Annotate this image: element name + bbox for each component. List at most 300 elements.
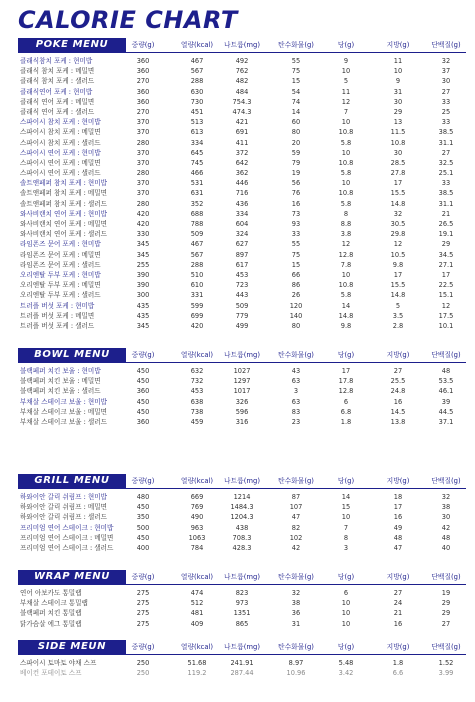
nutrition-value: 453 — [235, 270, 249, 279]
nutrition-value: 10 — [341, 513, 351, 522]
nutrition-value: 280 — [136, 138, 150, 147]
menu-section — [18, 474, 466, 553]
nutrition-value: 26 — [291, 291, 301, 300]
table-row — [18, 66, 466, 76]
nutrition-value: 140 — [289, 311, 303, 320]
nutrition-value: 509 — [190, 230, 204, 239]
column-header: 당(g) — [337, 573, 355, 581]
section-title: BOWL MENU — [18, 348, 126, 362]
column-header: 지방(g) — [386, 41, 410, 49]
menu-item-name: 부채살 스테이크 보울 : 현미밥 — [20, 397, 108, 406]
nutrition-value: 474.3 — [232, 107, 252, 116]
nutrition-value: 1.8 — [340, 417, 352, 426]
table-row — [18, 619, 466, 629]
nutrition-value: 5 — [343, 77, 349, 86]
column-header: 중량(g) — [131, 351, 155, 359]
nutrition-value: 443 — [235, 291, 249, 300]
table-row — [18, 158, 466, 168]
column-header: 열량(kcal) — [180, 643, 214, 651]
table-row — [18, 168, 466, 178]
nutrition-value: 499 — [235, 321, 249, 330]
nutrition-value: 275 — [136, 619, 150, 628]
column-header: 중량(g) — [131, 41, 155, 49]
nutrition-value: 484 — [235, 87, 249, 96]
nutrition-value: 275 — [136, 589, 150, 597]
menu-item-name: 블랙페퍼 치킨 통밀랩 — [20, 609, 82, 618]
nutrition-value: 79 — [291, 158, 301, 167]
nutrition-value: 48 — [441, 367, 451, 375]
nutrition-value: 80 — [291, 128, 301, 137]
column-header: 당(g) — [337, 41, 355, 49]
nutrition-value: 1.52 — [438, 659, 454, 667]
nutrition-value: 31.1 — [438, 199, 454, 208]
column-header: 단백질(g) — [431, 351, 461, 359]
nutrition-value: 708.3 — [232, 533, 252, 542]
table-row — [18, 407, 466, 417]
nutrition-value: 280 — [136, 169, 150, 178]
menu-item-name: 스파이시 연어 포케 : 샐러드 — [20, 169, 101, 178]
column-header: 열량(kcal) — [180, 477, 214, 485]
nutrition-value: 30.5 — [390, 220, 406, 228]
section-header — [18, 348, 466, 363]
nutrition-value: 5.8 — [340, 169, 352, 178]
table-row — [18, 270, 466, 280]
nutrition-value: 24.8 — [390, 387, 406, 396]
nutrition-value: 47 — [393, 543, 403, 552]
nutrition-value: 12.8 — [338, 250, 354, 259]
nutrition-value: 599 — [190, 301, 204, 310]
nutrition-value: 9 — [343, 57, 349, 65]
menu-item-name: 라임폰즈 문어 포케 : 샐러드 — [20, 260, 101, 269]
nutrition-value: 513 — [190, 118, 204, 127]
nutrition-value: 409 — [190, 619, 204, 628]
nutrition-value: 730 — [190, 97, 204, 106]
nutrition-value: 288 — [190, 260, 204, 269]
menu-item-name: 베이컨 포테이토 스프 — [20, 669, 82, 678]
nutrition-value: 716 — [235, 189, 249, 198]
menu-item-name: 와사비랜치 연어 포케 : 샐러드 — [20, 230, 108, 239]
nutrition-value: 29 — [393, 107, 403, 116]
nutrition-value: 14.5 — [390, 407, 406, 416]
nutrition-value: 19 — [441, 589, 451, 597]
nutrition-value: 420 — [190, 321, 204, 330]
menu-item-name: 클래식 참치 포케 : 샐러드 — [20, 77, 95, 86]
nutrition-value: 613 — [190, 128, 204, 137]
nutrition-value: 5.8 — [340, 138, 352, 147]
nutrition-value: 12 — [341, 97, 351, 106]
nutrition-value: 3.42 — [338, 669, 354, 678]
nutrition-value: 26.5 — [438, 220, 454, 228]
nutrition-value: 250 — [136, 659, 150, 667]
nutrition-value: 32 — [393, 209, 403, 218]
nutrition-value: 788 — [190, 220, 204, 228]
nutrition-value: 450 — [136, 407, 150, 416]
column-header: 열량(kcal) — [180, 41, 214, 49]
nutrition-value: 10.1 — [438, 321, 454, 330]
nutrition-value: 421 — [235, 118, 249, 127]
column-header: 중량(g) — [131, 477, 155, 485]
nutrition-value: 49 — [393, 523, 403, 532]
nutrition-value: 255 — [136, 260, 150, 269]
nutrition-value: 1351 — [233, 609, 251, 618]
nutrition-value: 53.5 — [438, 377, 454, 386]
nutrition-value: 480 — [136, 493, 150, 501]
nutrition-value: 3.5 — [392, 311, 404, 320]
nutrition-value: 30 — [393, 97, 403, 106]
nutrition-value: 47 — [291, 513, 301, 522]
nutrition-value: 390 — [136, 281, 150, 290]
nutrition-value: 490 — [190, 513, 204, 522]
nutrition-value: 75 — [291, 250, 301, 259]
nutrition-value: 75 — [291, 67, 301, 76]
nutrition-value: 428.3 — [232, 543, 252, 552]
nutrition-value: 43 — [291, 367, 301, 375]
nutrition-value: 823 — [235, 589, 249, 597]
nutrition-value: 93 — [291, 220, 301, 228]
nutrition-value: 420 — [136, 220, 150, 228]
nutrition-value: 14.8 — [390, 291, 406, 300]
section-header — [18, 570, 466, 585]
nutrition-value: 17 — [393, 270, 403, 279]
nutrition-value: 27.1 — [438, 260, 454, 269]
nutrition-value: 500 — [136, 523, 150, 532]
nutrition-value: 8.8 — [340, 220, 352, 228]
table-row — [18, 376, 466, 386]
nutrition-value: 631 — [190, 189, 204, 198]
column-header: 지방(g) — [386, 573, 410, 581]
nutrition-value: 16 — [393, 619, 403, 628]
nutrition-value: 645 — [190, 148, 204, 157]
nutrition-value: 3 — [293, 387, 299, 396]
nutrition-value: 10 — [341, 270, 351, 279]
menu-item-name: 스파이시 참치 포케 : 현미밥 — [20, 118, 101, 127]
column-header: 단백질(g) — [431, 477, 461, 485]
nutrition-value: 21 — [393, 609, 403, 618]
nutrition-value: 10 — [341, 118, 351, 127]
nutrition-value: 48 — [441, 533, 451, 542]
menu-item-name: 솔트앤페퍼 참치 포케 : 샐러드 — [20, 199, 108, 208]
nutrition-value: 699 — [190, 311, 204, 320]
menu-item-name: 닭가슴살 에그 통밀랩 — [20, 619, 82, 628]
column-header: 나트륨(mg) — [224, 351, 260, 359]
menu-item-name: 라임폰즈 문어 포케 : 메밀면 — [20, 250, 101, 259]
table-row — [18, 386, 466, 396]
nutrition-value: 28.5 — [390, 158, 406, 167]
menu-item-name: 트러플 버섯 포케 : 메밀면 — [20, 311, 95, 320]
nutrition-value: 17 — [393, 179, 403, 188]
nutrition-value: 275 — [136, 599, 150, 608]
nutrition-value: 10.96 — [286, 669, 306, 678]
nutrition-value: 334 — [235, 209, 249, 218]
nutrition-value: 15 — [341, 503, 351, 512]
nutrition-value: 86 — [291, 281, 301, 290]
nutrition-value: 25.1 — [438, 169, 454, 178]
nutrition-value: 21 — [441, 209, 451, 218]
nutrition-value: 27 — [441, 148, 451, 157]
column-header: 단백질(g) — [431, 573, 461, 581]
nutrition-value: 17 — [393, 503, 403, 512]
nutrition-value: 446 — [235, 179, 249, 188]
menu-item-name: 부채살 스테이크 보울 : 메밀면 — [20, 407, 108, 416]
nutrition-value: 754.3 — [232, 97, 252, 106]
nutrition-value: 492 — [235, 57, 249, 65]
nutrition-value: 7 — [343, 523, 349, 532]
column-header: 단백질(g) — [431, 41, 461, 49]
nutrition-value: 16 — [393, 397, 403, 406]
nutrition-value: 12 — [341, 240, 351, 249]
menu-item-name: 클래식 연어 포케 : 메밀면 — [20, 97, 95, 106]
nutrition-value: 360 — [136, 97, 150, 106]
section-title: POKE MENU — [18, 38, 126, 52]
nutrition-value: 10.5 — [390, 250, 406, 259]
table-row — [18, 598, 466, 608]
menu-item-name: 솔트앤페퍼 참치 포케 : 메밀면 — [20, 189, 108, 198]
nutrition-value: 12 — [441, 301, 451, 310]
column-header: 당(g) — [337, 477, 355, 485]
nutrition-value: 13 — [393, 118, 403, 127]
nutrition-value: 1063 — [188, 533, 206, 542]
menu-item-name: 오리엔탈 두부 포케 : 메밀면 — [20, 281, 101, 290]
menu-item-name: 블랙페퍼 치킨 보울 : 샐러드 — [20, 387, 101, 396]
nutrition-value: 9.8 — [340, 321, 352, 330]
nutrition-value: 51.68 — [187, 659, 207, 667]
nutrition-value: 738 — [190, 407, 204, 416]
nutrition-value: 481 — [190, 609, 204, 618]
table-row — [18, 138, 466, 148]
table-row — [18, 178, 466, 188]
nutrition-value: 334 — [190, 138, 204, 147]
column-header: 중량(g) — [131, 573, 155, 581]
nutrition-value: 31 — [393, 87, 403, 96]
table-row — [18, 492, 466, 502]
nutrition-value: 82 — [291, 523, 301, 532]
nutrition-value: 33 — [441, 118, 451, 127]
table-row — [18, 148, 466, 158]
nutrition-value: 362 — [235, 169, 249, 178]
column-header: 당(g) — [337, 643, 355, 651]
nutrition-value: 6 — [343, 589, 349, 597]
nutrition-value: 451 — [190, 107, 204, 116]
nutrition-value: 280 — [136, 199, 150, 208]
table-row — [18, 219, 466, 229]
nutrition-value: 19.1 — [438, 230, 454, 239]
nutrition-value: 567 — [190, 67, 204, 76]
table-row — [18, 97, 466, 107]
nutrition-value: 482 — [235, 77, 249, 86]
nutrition-value: 324 — [235, 230, 249, 239]
table-row — [18, 107, 466, 117]
table-row — [18, 321, 466, 331]
nutrition-value: 46.1 — [438, 387, 454, 396]
menu-item-name: 트러플 버섯 포케 : 샐러드 — [20, 321, 95, 330]
table-row — [18, 87, 466, 97]
nutrition-value: 370 — [136, 148, 150, 157]
nutrition-value: 973 — [235, 599, 249, 608]
nutrition-value: 27 — [393, 589, 403, 597]
nutrition-value: 453 — [190, 387, 204, 396]
nutrition-value: 723 — [235, 281, 249, 290]
nutrition-value: 38.5 — [438, 189, 454, 198]
nutrition-value: 688 — [190, 209, 204, 218]
table-row — [18, 588, 466, 598]
nutrition-value: 250 — [136, 669, 150, 678]
nutrition-value: 762 — [235, 67, 249, 76]
nutrition-value: 510 — [190, 270, 204, 279]
menu-item-name: 클래식참치 포케 : 현미밥 — [20, 57, 93, 65]
nutrition-value: 48 — [393, 533, 403, 542]
column-header: 지방(g) — [386, 643, 410, 651]
nutrition-value: 31 — [291, 619, 301, 628]
table-row — [18, 417, 466, 427]
nutrition-value: 897 — [235, 250, 249, 259]
nutrition-value: 10.8 — [338, 128, 354, 137]
nutrition-value: 6.8 — [340, 407, 352, 416]
nutrition-value: 390 — [136, 270, 150, 279]
nutrition-value: 326 — [235, 397, 249, 406]
menu-item-name: 부채살 스테이크 통밀랩 — [20, 599, 88, 608]
column-header: 지방(g) — [386, 351, 410, 359]
column-header: 중량(g) — [131, 643, 155, 651]
menu-item-name: 연어 아보카도 통밀랩 — [20, 589, 82, 597]
nutrition-value: 360 — [136, 387, 150, 396]
menu-item-name: 오리엔탈 두부 포케 : 샐러드 — [20, 291, 101, 300]
table-row — [18, 523, 466, 533]
table-row — [18, 250, 466, 260]
nutrition-value: 37.1 — [438, 417, 454, 426]
nutrition-value: 691 — [235, 128, 249, 137]
nutrition-value: 107 — [289, 503, 303, 512]
nutrition-value: 63 — [291, 397, 301, 406]
nutrition-value: 23 — [291, 417, 301, 426]
nutrition-value: 17 — [441, 270, 451, 279]
table-row — [18, 127, 466, 137]
nutrition-value: 8.97 — [288, 659, 304, 667]
menu-item-name: 트러플 버섯 포케 : 현미밥 — [20, 301, 95, 310]
nutrition-value: 360 — [136, 57, 150, 65]
nutrition-value: 450 — [136, 533, 150, 542]
nutrition-value: 42 — [441, 523, 451, 532]
nutrition-value: 39 — [441, 397, 451, 406]
menu-item-name: 스파이시 참치 포케 : 샐러드 — [20, 138, 101, 147]
menu-item-name: 부채살 스테이크 보울 : 샐러드 — [20, 417, 108, 426]
nutrition-value: 3.99 — [438, 669, 454, 678]
nutrition-value: 331 — [190, 291, 204, 300]
nutrition-value: 29 — [441, 240, 451, 249]
nutrition-value: 27 — [441, 87, 451, 96]
nutrition-value: 12 — [393, 240, 403, 249]
nutrition-value: 27 — [393, 367, 403, 375]
nutrition-value: 59 — [291, 148, 301, 157]
nutrition-value: 435 — [136, 311, 150, 320]
nutrition-value: 9.8 — [392, 260, 404, 269]
nutrition-value: 17.8 — [338, 377, 354, 386]
nutrition-value: 30 — [441, 77, 451, 86]
nutrition-value: 360 — [136, 87, 150, 96]
table-row — [18, 397, 466, 407]
nutrition-value: 22.5 — [438, 281, 454, 290]
nutrition-value: 25 — [441, 107, 451, 116]
nutrition-value: 617 — [235, 260, 249, 269]
nutrition-value: 467 — [190, 57, 204, 65]
menu-item-name: 블랙페퍼 치킨 보울 : 메밀면 — [20, 377, 101, 386]
menu-item-name: 솔트앤페퍼 참치 포케 : 현미밥 — [20, 179, 108, 188]
nutrition-value: 29.8 — [390, 230, 406, 239]
nutrition-value: 30 — [393, 148, 403, 157]
nutrition-value: 14 — [291, 107, 301, 116]
menu-item-name: 오리엔탈 두부 포케 : 현미밥 — [20, 270, 101, 279]
nutrition-value: 5 — [395, 301, 401, 310]
nutrition-value: 14.8 — [338, 311, 354, 320]
nutrition-value: 27.8 — [390, 169, 406, 178]
nutrition-value: 10.8 — [390, 138, 406, 147]
menu-item-name: 클래식 참치 포케 : 메밀면 — [20, 67, 95, 76]
nutrition-value: 531 — [190, 179, 204, 188]
column-header: 나트륨(mg) — [224, 477, 260, 485]
nutrition-value: 60 — [291, 118, 301, 127]
nutrition-value: 9 — [395, 77, 401, 86]
nutrition-value: 55 — [291, 240, 301, 249]
menu-section — [18, 348, 466, 427]
nutrition-value: 7 — [343, 107, 349, 116]
nutrition-value: 779 — [235, 311, 249, 320]
menu-section — [18, 640, 466, 678]
menu-item-name: 클래식 연어 포케 : 샐러드 — [20, 107, 95, 116]
nutrition-value: 632 — [190, 367, 204, 375]
nutrition-value: 438 — [235, 523, 249, 532]
nutrition-value: 642 — [235, 158, 249, 167]
nutrition-value: 288 — [190, 77, 204, 86]
nutrition-value: 15 — [291, 77, 301, 86]
nutrition-value: 669 — [190, 493, 204, 501]
nutrition-value: 38.5 — [438, 128, 454, 137]
nutrition-value: 963 — [190, 523, 204, 532]
nutrition-value: 732 — [190, 377, 204, 386]
table-row — [18, 117, 466, 127]
nutrition-value: 20 — [291, 138, 301, 147]
nutrition-value: 769 — [190, 503, 204, 512]
nutrition-value: 19 — [291, 169, 301, 178]
nutrition-value: 119.2 — [187, 669, 207, 678]
menu-item-name: 라임폰즈 문어 포케 : 현미밥 — [20, 240, 101, 249]
nutrition-value: 120 — [289, 301, 303, 310]
nutrition-value: 1204.3 — [230, 513, 254, 522]
menu-item-name: 프리미엄 연어 스테이크 : 현미밥 — [20, 523, 114, 532]
nutrition-value: 14 — [341, 493, 351, 501]
nutrition-value: 2.8 — [392, 321, 404, 330]
nutrition-value: 55 — [291, 57, 301, 65]
nutrition-value: 10 — [341, 67, 351, 76]
nutrition-value: 29 — [441, 599, 451, 608]
nutrition-value: 31.1 — [438, 138, 454, 147]
nutrition-value: 10 — [341, 599, 351, 608]
table-row — [18, 56, 466, 66]
nutrition-value: 352 — [190, 199, 204, 208]
nutrition-value: 345 — [136, 240, 150, 249]
nutrition-value: 420 — [136, 209, 150, 218]
nutrition-value: 38 — [291, 599, 301, 608]
nutrition-value: 459 — [190, 417, 204, 426]
nutrition-value: 1297 — [233, 377, 251, 386]
section-title: SIDE MEUN — [18, 640, 126, 654]
nutrition-value: 16 — [291, 199, 301, 208]
nutrition-value: 14 — [341, 301, 351, 310]
nutrition-value: 610 — [190, 281, 204, 290]
nutrition-value: 12.8 — [338, 387, 354, 396]
column-header: 탄수화물(g) — [278, 477, 314, 485]
nutrition-value: 33 — [441, 97, 451, 106]
menu-item-name: 하와이안 갈릭 쉬림프 : 샐러드 — [20, 513, 108, 522]
column-header: 탄수화물(g) — [278, 351, 314, 359]
